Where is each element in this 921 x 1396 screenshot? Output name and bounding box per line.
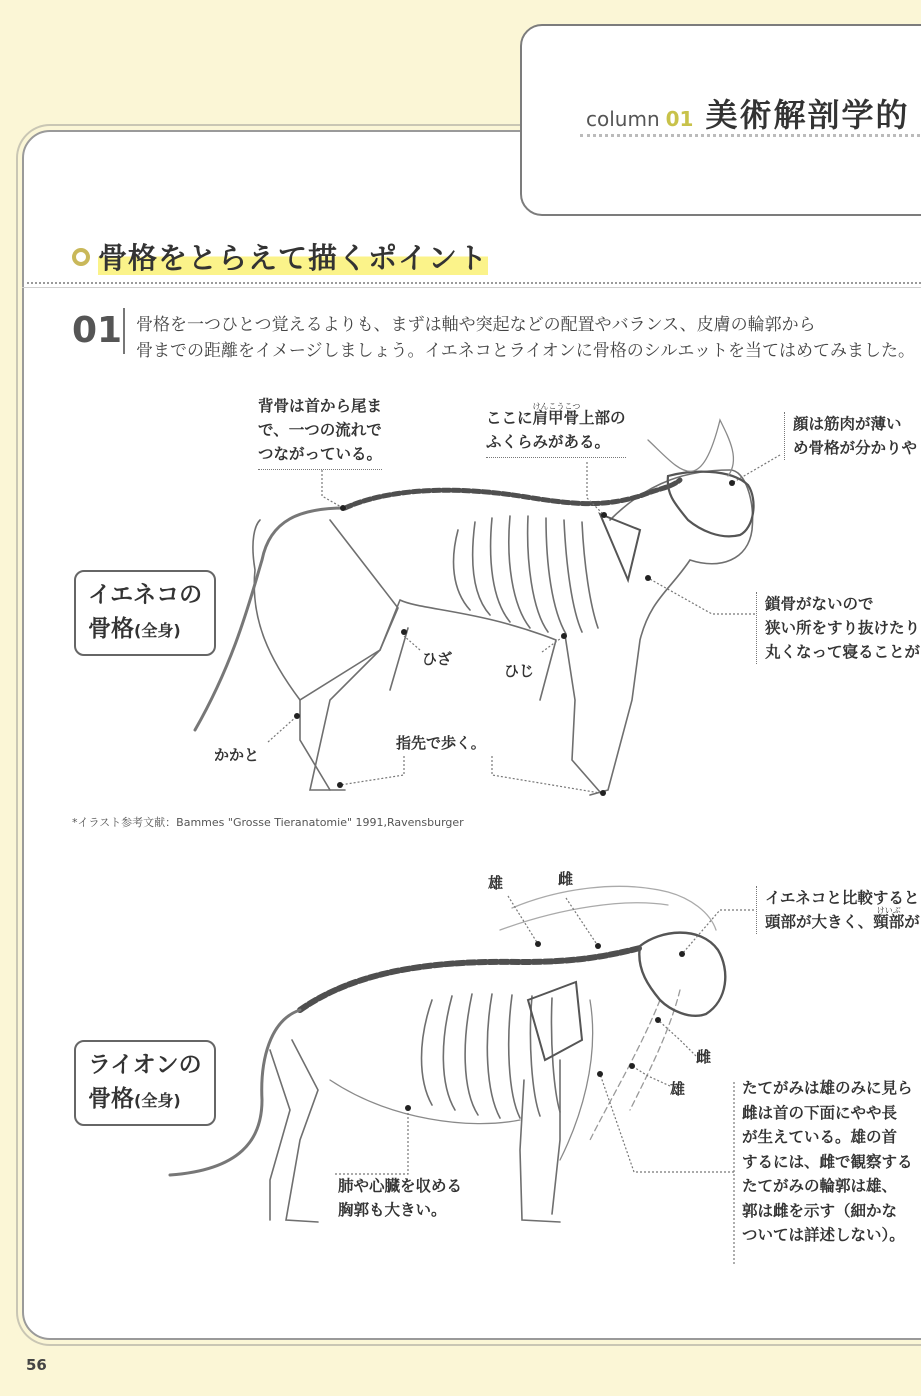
male-label-top: 雄 — [488, 874, 504, 892]
intro-line-2: 骨までの距離をイメージしましょう。イエネコとライオンに骨格のシルエットを当てはめてみました。 — [136, 341, 916, 361]
lion-title-box: ライオンの 骨格(全身) — [74, 1040, 216, 1126]
head-note: イエネコと比較すると 頭部が大きく、 けいぶ 頸部が — [756, 886, 920, 934]
column-number: 01 — [665, 107, 694, 131]
clavicle-note: 鎖骨がないので 狭い所をすり抜けたり 丸くなって寝ることが — [756, 592, 920, 664]
scapula-ruby: けんこうこつ — [532, 402, 581, 411]
neck-ruby: けいぶ — [876, 906, 901, 915]
elbow-label: ひじ — [504, 662, 535, 680]
intro-line-1: 骨格を一つひとつ覚えるよりも、まずは軸や突起などの配置やバランス、皮膚の輪郭から — [136, 315, 816, 335]
face-note: 顔は筋肉が薄い め骨格が分かりや — [784, 412, 917, 460]
section-title: 骨格をとらえて描くポイント — [98, 241, 489, 275]
female-label-top: 雌 — [558, 870, 574, 888]
male-label-side: 雄 — [670, 1080, 686, 1098]
lion-skeleton-illustration — [170, 886, 725, 1222]
point-number: 01 — [72, 310, 123, 351]
knee-label: ひざ — [422, 650, 453, 668]
female-label-side: 雌 — [696, 1048, 712, 1066]
cat-title-box: イエネコの 骨格(全身) — [74, 570, 216, 656]
toe-walk-note: 指先で歩く。 — [396, 734, 486, 752]
chest-note: 肺や心臓を収める 胸郭も大きい。 — [338, 1177, 463, 1219]
heel-label: かかと — [214, 746, 260, 764]
mane-note: たてがみは雄のみに見ら 雌は首の下面にやや長 が生えている。雄の首 するには、雌で観察する たてがみの輪郭は雄、 郭は雌を示す（細かな ついては詳述しない）。 — [742, 1079, 913, 1244]
spine-note: 背骨は首から尾ま で、一つの流れで つながっている。 — [258, 394, 382, 466]
column-title: 美術解剖学的 — [705, 96, 910, 134]
reference-note: *イラスト参考文献：Bammes "Grosse Tieranatomie" 1991,Ravensburger — [72, 816, 464, 829]
scapula-note: ここに けんこうこつ 肩甲骨上部の ふくらみがある。 — [486, 406, 626, 454]
column-label: column — [586, 107, 660, 131]
page-number: 56 — [26, 1356, 47, 1374]
cat-joint-markers — [294, 480, 735, 796]
